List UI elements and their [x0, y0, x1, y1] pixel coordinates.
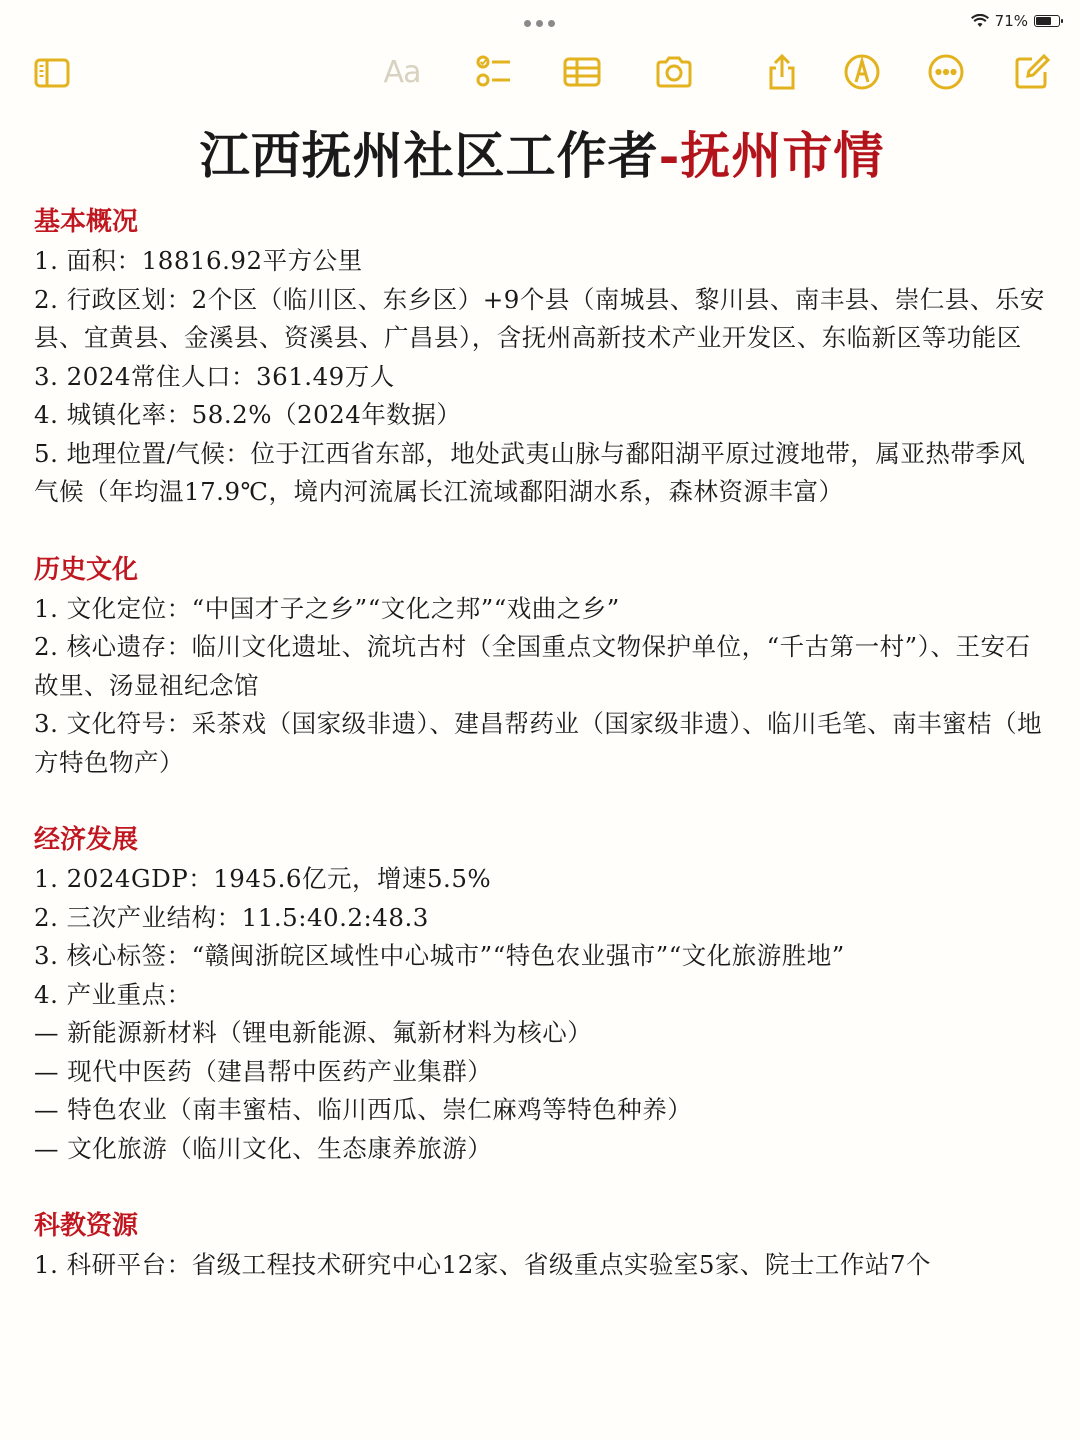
- note-section: [34, 1206, 1050, 1285]
- share-icon: [762, 52, 802, 92]
- note-line: 2. 行政区划：2个区（临川区、东乡区）+9个县（南城县、黎川县、南丰县、崇仁县、乐安县、宜黄县、金溪县、资溪县、广昌县），含抚州高新技术产业开发区、东临新区等功能区: [34, 284, 1045, 352]
- checklist-icon: [474, 52, 514, 92]
- note-line: 1. 科研平台：省级工程技术研究中心12家、省级重点实验室5家、院士工作站7个: [34, 1250, 932, 1279]
- note-section: [34, 820, 1050, 1168]
- format-aa-icon: Aa: [383, 54, 421, 90]
- section-heading: 经济发展: [34, 825, 139, 855]
- note-line: 4. 产业重点：: [34, 979, 192, 1009]
- note-section: [34, 202, 1050, 512]
- title-accent: -抚州市情: [658, 126, 885, 185]
- note-line: — 新能源新材料（锂电新能源、氟新材料为核心）: [34, 1018, 593, 1047]
- multitasking-dots[interactable]: [524, 20, 555, 27]
- title-main: 江西抚州社区工作者: [199, 126, 659, 185]
- note-section: [34, 550, 1050, 783]
- table-icon: [562, 52, 602, 92]
- markup-pen-icon: [842, 52, 882, 92]
- section-heading: 历史文化: [34, 554, 139, 585]
- status-bar: [0, 0, 1080, 44]
- note-line: 1. 文化定位：“中国才子之乡”“文化之邦”“戏曲之乡”: [34, 593, 620, 623]
- section-heading: 基本概况: [34, 207, 139, 237]
- battery-icon: [1034, 15, 1060, 27]
- note-line: 3. 核心标签：“赣闽浙皖区域性中心城市”“特色农业强市”“文化旅游胜地”: [34, 941, 845, 970]
- notes-toolbar: [0, 44, 1080, 100]
- battery-level: [1036, 17, 1051, 25]
- note-line: 3. 2024常住人口：361.49万人: [34, 361, 395, 391]
- sidebar-icon: [32, 52, 72, 92]
- markup-button[interactable]: [838, 48, 886, 96]
- note-line: 2. 核心遗存：临川文化遗址、流坑古村（全国重点文物保护单位，“千古第一村”）、王安石故里、汤显祖纪念馆: [34, 632, 1031, 700]
- note-line: — 特色农业（南丰蜜桔、临川西瓜、崇仁麻鸡等特色种养）: [34, 1095, 693, 1124]
- section-heading: 科教资源: [34, 1211, 139, 1241]
- wifi-icon: [971, 14, 989, 28]
- format-button[interactable]: [378, 48, 426, 96]
- note-line: 1. 面积：18816.92平方公里: [34, 246, 363, 275]
- note-sections: [34, 202, 1050, 1285]
- table-button[interactable]: [558, 48, 606, 96]
- battery-percent: 71%: [994, 12, 1028, 30]
- note-line: 4. 城镇化率：58.2%（2024年数据）: [34, 400, 462, 429]
- note-line: 2. 三次产业结构：11.5:40.2:48.3: [34, 902, 429, 932]
- note-line: — 现代中医药（建昌帮中医药产业集群）: [34, 1056, 493, 1086]
- compose-icon: [1012, 52, 1052, 92]
- note-line: 3. 文化符号：采茶戏（国家级非遗）、建昌帮药业（国家级非遗）、临川毛笔、南丰蜜桔（地方特色物产）: [34, 709, 1043, 777]
- note-line: — 文化旅游（临川文化、生态康养旅游）: [34, 1133, 493, 1163]
- share-button[interactable]: [758, 48, 806, 96]
- compose-button[interactable]: [1008, 48, 1056, 96]
- note-body[interactable]: [34, 118, 1050, 1323]
- camera-button[interactable]: [650, 48, 698, 96]
- more-options-button[interactable]: [922, 48, 970, 96]
- ellipsis-icon: [926, 52, 966, 92]
- note-line: 1. 2024GDP：1945.6亿元，增速5.5%: [34, 864, 492, 893]
- status-indicators: [971, 12, 1060, 30]
- sidebar-toggle-button[interactable]: [28, 48, 76, 96]
- note-title: [34, 118, 1050, 194]
- checklist-button[interactable]: [470, 48, 518, 96]
- note-line: 5. 地理位置/气候：位于江西省东部，地处武夷山脉与鄱阳湖平原过渡地带，属亚热带季风气候（年均温17.9℃，境内河流属长江流域鄱阳湖水系，森林资源丰富）: [34, 438, 1026, 506]
- camera-icon: [654, 52, 694, 92]
